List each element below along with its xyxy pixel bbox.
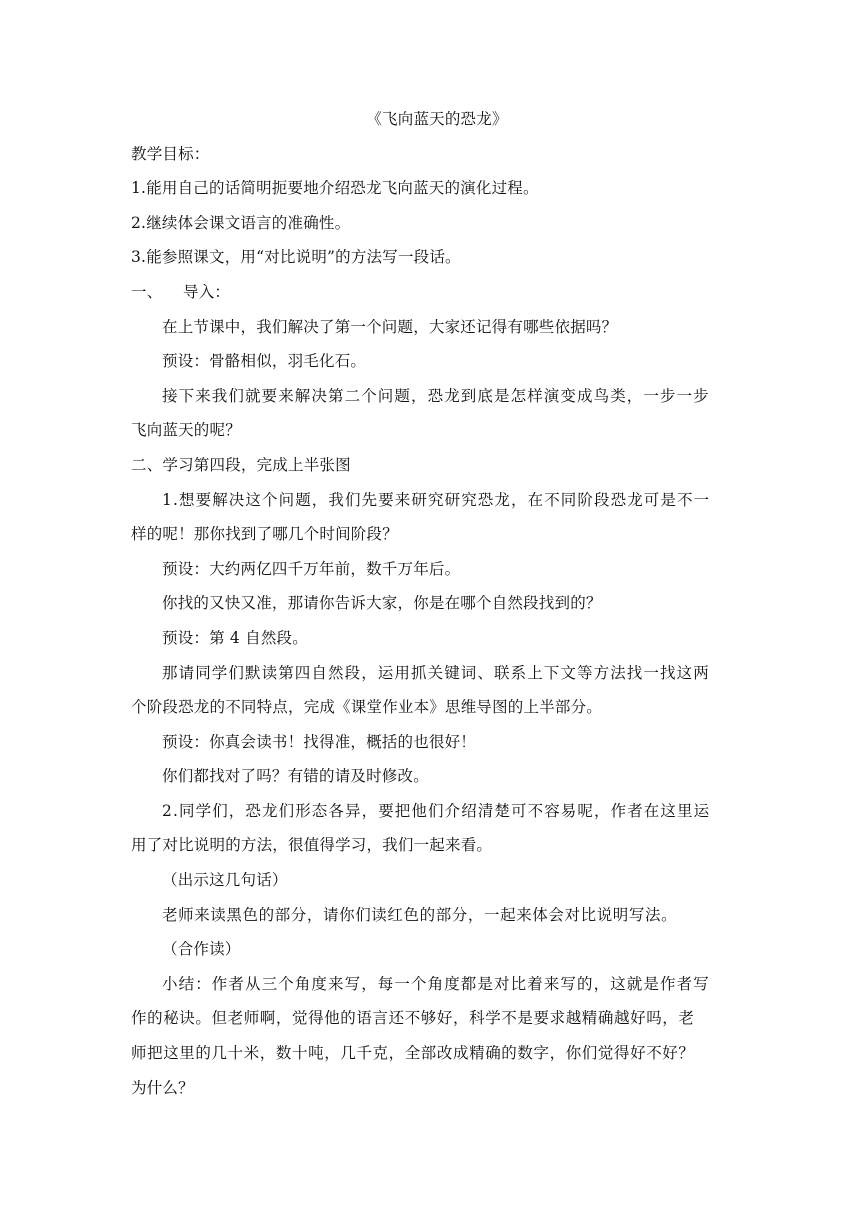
objective-item: 1.能用自己的话简明扼要地介绍恐龙飞向蓝天的演化过程。 — [131, 179, 539, 198]
paragraph-line: 那请同学们默读第四自然段，运用抓关键词、联系上下文等方法找一找这两 — [162, 663, 710, 682]
paragraph-line: （出示这几句话） — [162, 871, 288, 890]
objective-item: 3.能参照课文，用“对比说明”的方法写一段话。 — [131, 248, 461, 267]
paragraph-line: 师把这里的几十米，数十吨，几千克，全部改成精确的数字，你们觉得好不好？ — [131, 1044, 695, 1063]
paragraph-line: 作的秘诀。但老师啊，觉得他的语言还不够好，科学不是要求越精确越好吗，老 — [131, 1009, 695, 1028]
paragraph-line: 预设：大约两亿四千万年前，数千万年后。 — [162, 559, 461, 578]
section-two-heading: 二、学习第四段，完成上半张图 — [131, 455, 351, 474]
objective-item: 2.继续体会课文语言的准确性。 — [131, 213, 351, 232]
paragraph-line: 为什么？ — [131, 1078, 194, 1097]
paragraph-line: 用了对比说明的方法，很值得学习，我们一起来看。 — [131, 836, 493, 855]
section-one-number: 一、 — [131, 282, 163, 301]
paragraph-line: 2.同学们，恐龙们形态各异，要把他们介绍清楚可不容易呢，作者在这里运 — [162, 801, 711, 820]
paragraph-line: 你找的又快又准，那请你告诉大家，你是在哪个自然段找到的？ — [162, 594, 602, 613]
paragraph-line: 你们都找对了吗？有错的请及时修改。 — [162, 767, 429, 786]
paragraph-line: 个阶段恐龙的不同特点，完成《课堂作业本》思维导图的上半部分。 — [131, 698, 603, 717]
paragraph-line: 预设：你真会读书！找得准，概括的也很好！ — [162, 732, 477, 751]
paragraph-line: 1.想要解决这个问题，我们先要来研究研究恐龙，在不同阶段恐龙可是不一 — [162, 490, 711, 509]
objectives-heading: 教学目标： — [131, 144, 210, 163]
document-title: 《飞向蓝天的恐龙》 — [366, 110, 508, 128]
paragraph-line: （合作读） — [162, 940, 241, 959]
paragraph-line: 样的呢！那你找到了哪几个时间阶段？ — [131, 525, 398, 544]
document-body — [131, 102, 731, 1105]
paragraph-line: 飞向蓝天的呢？ — [131, 421, 241, 440]
paragraph-line: 预设：第 4 自然段。 — [162, 628, 308, 647]
paragraph-line: 预设：骨骼相似，羽毛化石。 — [162, 352, 367, 371]
section-one-title: 导入： — [183, 282, 231, 301]
paragraph-line: 小结：作者从三个角度来写，每一个角度都是对比着来写的，这就是作者写 — [162, 974, 710, 993]
paragraph-line: 老师来读黑色的部分，请你们读红色的部分，一起来体会对比说明写法。 — [162, 905, 678, 924]
section-one-heading — [131, 275, 731, 310]
paragraph-line: 在上节课中，我们解决了第一个问题，大家还记得有哪些依据吗？ — [162, 317, 618, 336]
paragraph-line: 接下来我们就要来解决第二个问题，恐龙到底是怎样演变成鸟类，一步一步 — [162, 386, 710, 405]
